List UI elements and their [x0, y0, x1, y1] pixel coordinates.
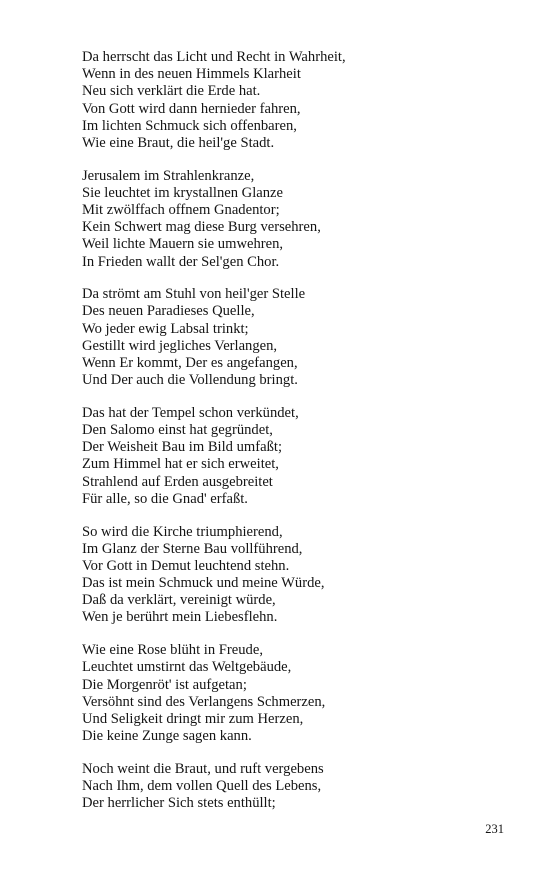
poem-text [82, 49, 502, 828]
verse-line: Wenn Er kommt, Der es angefangen, [82, 355, 298, 371]
verse-line: Wen je berührt mein Liebesflehn. [82, 609, 278, 626]
verse-line: Sie leuchtet im krystallnen Glanze [82, 184, 284, 201]
verse-line: Und Seligkeit dringt mir zum Herzen, [82, 710, 304, 727]
verse-line: Neu sich verklärt die Erde hat. [82, 83, 261, 100]
stanza [82, 761, 502, 813]
verse-line: Den Salomo einst hat gegründet, [82, 422, 273, 439]
verse-line: Der Weisheit Bau im Bild umfaßt; [82, 439, 283, 456]
verse-line: Gestillt wird jegliches Verlangen, [82, 337, 278, 354]
verse-line: Vor Gott in Demut leuchtend stehn. [82, 557, 290, 574]
verse-line: Von Gott wird dann hernieder fahren, [82, 100, 301, 117]
verse-line: Wenn in des neuen Himmels Klarheit [82, 66, 301, 83]
verse-line: Da strömt am Stuhl von heil'ger Stelle [82, 286, 306, 303]
verse-line: In Frieden wallt der Sel'gen Chor. [82, 253, 280, 270]
verse-line: Das ist mein Schmuck und meine Würde, [82, 575, 325, 592]
verse-line: Leuchtet umstirnt das Weltgebäude, [82, 659, 292, 676]
verse-line: Zum Himmel hat er sich erweitet, [82, 456, 279, 473]
verse-line: Jerusalem im Strahlenkranze, [82, 167, 255, 184]
stanza [82, 524, 502, 627]
verse-line: Wo jeder ewig Labsal trinkt; [82, 320, 249, 337]
verse-line: Das hat der Tempel schon verkündet, [82, 404, 299, 421]
verse-line: Daß da verklärt, vereinigt würde, [82, 592, 276, 609]
verse-line: Strahlend auf Erden ausgebreitet [82, 473, 273, 490]
stanza [82, 405, 502, 508]
verse-line: Im Glanz der Sterne Bau vollführend, [82, 540, 303, 557]
stanza [82, 168, 502, 271]
verse-line: Mit zwölffach offnem Gnadentor; [82, 202, 280, 218]
verse-line: Die Morgenröt' ist aufgetan; [82, 676, 247, 693]
verse-line: Nach Ihm, dem vollen Quell des Lebens, [82, 777, 322, 794]
verse-line: Wie eine Rose blüht in Freude, [82, 642, 263, 659]
stanza [82, 286, 502, 389]
verse-line: Im lichten Schmuck sich offenbaren, [82, 117, 297, 134]
verse-line: Weil lichte Mauern sie umwehren, [82, 236, 284, 253]
verse-line: Noch weint die Braut, und ruft vergebens [82, 760, 324, 777]
verse-line: Wie eine Braut, die heil'ge Stadt. [82, 134, 275, 151]
verse-line: Der herrlicher Sich stets enthüllt; [82, 795, 276, 812]
page-number: 231 [485, 822, 504, 836]
verse-line: So wird die Kirche triumphierend, [82, 523, 283, 540]
verse-line: Und Der auch die Vollendung bringt. [82, 372, 298, 389]
verse-line: Kein Schwert mag diese Burg versehren, [82, 219, 321, 236]
verse-line: Des neuen Paradieses Quelle, [82, 303, 255, 320]
stanza [82, 49, 502, 152]
verse-line: Versöhnt sind des Verlangens Schmerzen, [82, 693, 326, 710]
verse-line: Die keine Zunge sagen kann. [82, 728, 252, 745]
stanza [82, 642, 502, 745]
verse-line: Da herrscht das Licht und Recht in Wahrheit, [82, 49, 346, 65]
verse-line: Für alle, so die Gnad' erfaßt. [82, 490, 248, 507]
